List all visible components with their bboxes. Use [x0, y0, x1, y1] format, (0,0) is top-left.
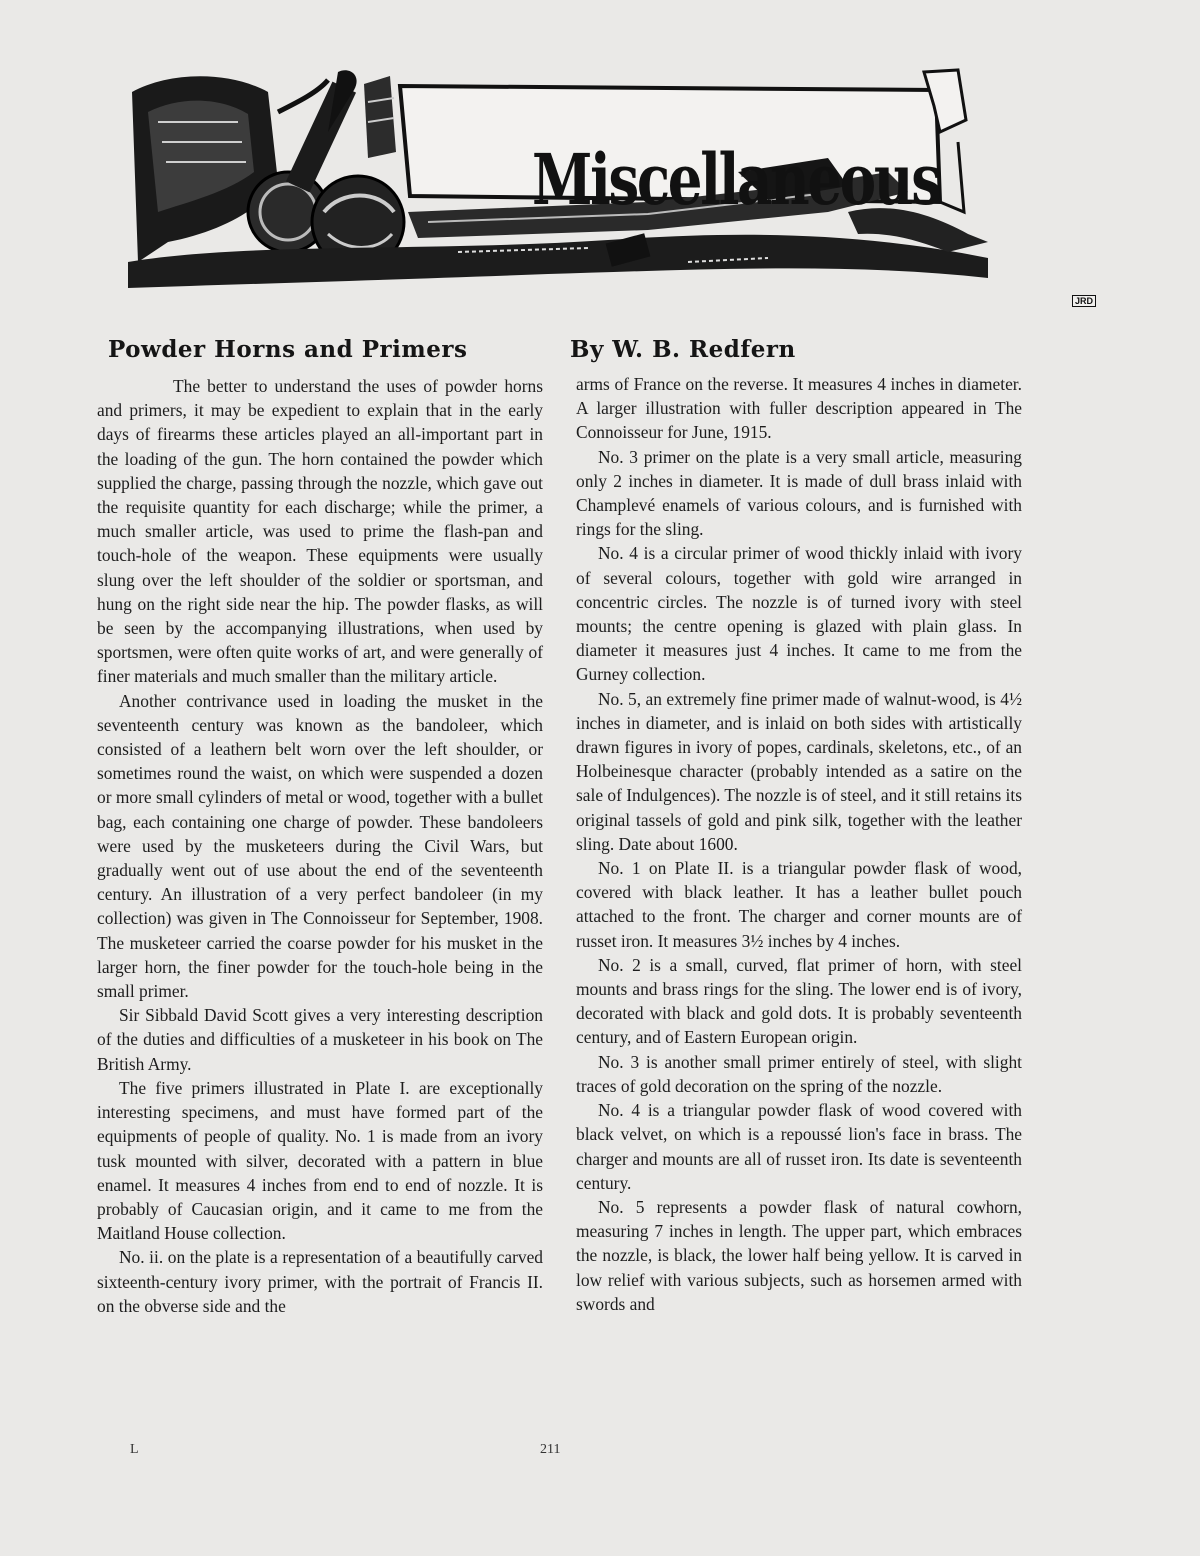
paragraph: No. 1 on Plate II. is a triangular powder flask of wood, covered with black leather. It has a leather bullet pouch attached to the front. The charger and corner mounts are of russet iron. It measures 3½ inches by 4 inches.: [576, 858, 1022, 951]
paragraph: No. 4 is a triangular powder flask of wood covered with black velvet, on which is a repoussé lion's face in brass. The charger and mounts are all of russet iron. Its date is seventeenth century.: [576, 1100, 1022, 1193]
paragraph: No. ii. on the plate is a representation of a beautifully carved sixteenth-century ivory primer, with the portrait of Francis II. on the obverse side and the: [97, 1247, 543, 1316]
paragraph: No. 5, an extremely fine primer made of walnut-wood, is 4½ inches in diameter, and is inlaid on both sides with artistically drawn figures in ivory of popes, cardinals, skeletons, etc., of an Holbeinesque character (probably intended as a satire on the sale of Indulgences). The nozzle is of steel, and it still retains its original tassels of gold and pink silk, together with the leather sling. Date about 1600.: [576, 688, 1022, 854]
artist-monogram: JRD: [1072, 295, 1096, 307]
paragraph: The better to understand the uses of powder horns and primers, it may be expedient to explain that in the early days of firearms these articles played an all-important part in the loading of the gun. The horn contained the powder which supplied the charge, passing through the nozzle, which gave out the requisite quantity for each discharge; while the primer, a much smaller article, was used to prime the flash-pan and touch-hole of the weapon. These equipments were usually slung over the left shoulder of the soldier or sportsman, and hung on the right side near the hip. The powder flasks, as will be seen by the accompanying illustrations, when used by sportsmen, were often quite works of art, and were generally of finer materials and much smaller than the military article.: [97, 376, 543, 687]
paragraph: No. 3 is another small primer entirely of steel, with slight traces of gold decoration on the spring of the nozzle.: [576, 1051, 1022, 1096]
paragraph: No. 5 represents a powder flask of natural cowhorn, measuring 7 inches in length. The upper part, which embraces the nozzle, is black, the lower half being yellow. It is carved in low relief with various subjects, such as horsemen armed with swords and: [576, 1196, 1022, 1314]
right-column: [576, 372, 1022, 1316]
article-title: Powder Horns and Primers: [108, 336, 468, 363]
page-number: 211: [540, 1442, 561, 1457]
paragraph: Sir Sibbald David Scott gives a very interesting description of the duties and difficulties of a musketeer in his book on The British Army.: [97, 1005, 543, 1074]
paragraph: Another contrivance used in loading the musket in the seventeenth century was known as the bandoleer, which consisted of a leathern belt worn over the left shoulder, or sometimes round the waist, on which were suspended a dozen or more small cylinders of metal or wood, together with a bullet bag, each containing one charge of powder. These bandoleers were used by the musketeers during the Civil Wars, but gradually went out of use about the end of the seventeenth century. An illustration of a very perfect bandoleer (in my collection) was given in The Connoisseur for September, 1908. The musketeer carried the coarse powder for his musket in the larger horn, the finer powder for the touch-hole being in the small primer.: [97, 690, 543, 1002]
banner-title: Miscellaneous: [532, 138, 940, 221]
paragraph: The five primers illustrated in Plate I. are exceptionally interesting specimens, and must have formed part of the equipments of people of quality. No. 1 is made from an ivory tusk mounted with silver, decorated with a pattern in blue enamel. It measures 4 inches from end to end of nozzle. It is probably of Caucasian origin, and it came to me from the Maitland House collection.: [97, 1077, 543, 1244]
paragraph: No. 2 is a small, curved, flat primer of horn, with steel mounts and brass rings for the sling. The lower end is of ivory, decorated with black and gold dots. It is probably seventeenth century, and of Eastern European origin.: [576, 954, 1022, 1048]
left-column: [97, 374, 543, 1318]
paragraph: No. 4 is a circular primer of wood thickly inlaid with ivory of several colours, together with gold wire arranged in concentric circles. The nozzle is of turned ivory with steel mounts; the centre opening is glazed with plain glass. In diameter it measures just 4 inches. It came to me from the Gurney collection.: [576, 543, 1022, 685]
paragraph: No. 3 primer on the plate is a very small article, measuring only 2 inches in diameter. It is made of dull brass inlaid with Champlevé enamels of various colours, and is furnished with rings for the sling.: [576, 446, 1022, 540]
paragraph: arms of France on the reverse. It measures 4 inches in diameter. A larger illustration with fuller description appeared in The Connoisseur for June, 1915.: [576, 374, 1022, 443]
signature-mark: L: [130, 1442, 139, 1457]
miscellaneous-banner: [128, 62, 1094, 306]
article-byline: By W. B. Redfern: [570, 336, 796, 363]
